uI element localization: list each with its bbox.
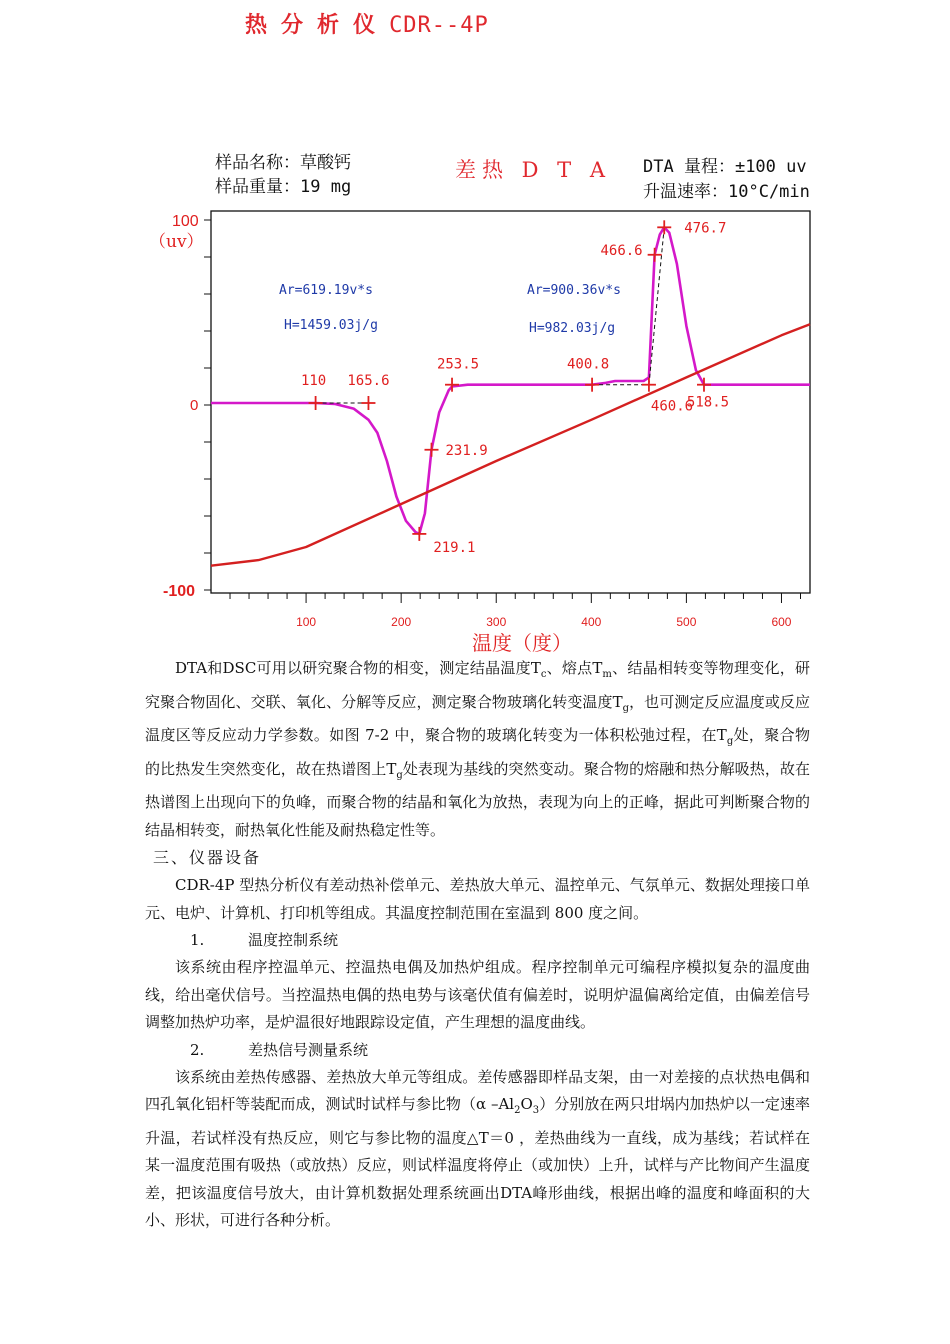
paragraph-temperature-control: 该系统由程序控温单元、控温热电偶及加热炉组成。程序控制单元可编程序模拟复杂的温度曲线，给出毫伏信号。当控温热电偶的热电势与该毫伏值有偏差时，说明炉温偏离给定值，由偏差信号调整加热炉功率，是炉温很好地跟踪设定值，产生理想的温度曲线。	[145, 958, 810, 1031]
dta-range: DTA 量程：±100 uv	[643, 157, 807, 177]
marker-label: 110	[300, 373, 327, 389]
marker-label: 466.6	[600, 242, 643, 259]
y-unit-label: （uv）	[149, 232, 204, 252]
chart-subtitle: 差热 D T A	[455, 158, 612, 182]
x-tick-label: 600	[771, 615, 792, 629]
paragraph-cdr4p: CDR-4P 型热分析仪有差动热补偿单元、差热放大单元、温控单元、气氛单元、数据处理接口单元、电炉、计算机、打印机等组成。其温度控制范围在室温到 800 度之间。	[145, 876, 810, 922]
marker-label: 400.8	[567, 356, 610, 373]
marker-466-6	[600, 243, 661, 262]
y-min-label: -100	[163, 583, 196, 600]
x-tick-labels	[296, 615, 792, 629]
reference-line	[211, 324, 810, 565]
x-tick-label: 100	[296, 615, 317, 629]
instrument-model: CDR--4P	[389, 13, 489, 38]
chart-title: 热分析仪CDR--4P	[245, 12, 489, 38]
annotation-area-1: Ar=619.19v*s	[279, 283, 373, 298]
marker-400-8	[567, 357, 609, 392]
dta-chart	[0, 0, 950, 670]
annotation-area-2: Ar=900.36v*s	[527, 283, 621, 298]
annotation-h-2: H=982.03j/g	[529, 321, 616, 336]
paragraph-dta-measurement: 该系统由差热传感器、差热放大单元等组成。差传感器即样品支架，由一对差接的点状热电偶和四孔氧化铝杆等装配而成，测试时试样与参比物（α $-Al_2O_3$）分别放在两只坩埚内加热炉以一定速率升温，若试样没有热反应，则它与参比物的温度△T＝0 ，差热曲线为一直线，成为基线；若试样在某一温度范围有吸热（或放热）反应，则试样温度将停止（或加快）上升，试样与产比物间产生温度差，把该温度信号放大，由计算机数据处理系统画出DTA峰形曲线，根据出峰的温度和峰面积的大小、形状，可进行各种分析。	[145, 1067, 810, 1229]
marker-460-6	[642, 378, 693, 415]
marker-label: 460.6	[650, 398, 694, 415]
marker-165-6	[347, 373, 389, 410]
x-tick-label: 200	[391, 615, 412, 629]
annotation-h-1: H=1459.03j/g	[284, 318, 378, 333]
paragraph-dta-dsc: DTA和DSC可用以研究聚合物的相变，测定结晶温度$T_c$、熔点$T_m$、结晶相转变等物理变化，研究聚合物固化、交联、氧化、分解等反应，测定聚合物玻璃化转变温度$T_g$，也可测定反应温度或反应温度区等反应动力学参数。如图 7-2 中，聚合物的玻璃化转变为一体积松弛过程，在$T_g$处，聚合物的比热发生突然变化，故在热谱图上$T_g$处表现为基线的突然变动。聚合物的熔融和热分解吸热，故在热谱图上出现向下的负峰，而聚合物的结晶和氧化为放热，表现为向上的正峰，据此可判断聚合物的结晶相转变，耐热氧化性能及耐热稳定性等。	[145, 659, 810, 839]
marker-label: 231.9	[445, 442, 488, 459]
x-tick-label: 300	[486, 615, 507, 629]
heating-rate: 升温速率：10°C/min	[643, 182, 810, 202]
marker-label: 476.7	[684, 220, 727, 237]
marker-518-5	[687, 378, 729, 411]
y-label-top: 100	[172, 213, 199, 230]
y-ticks	[204, 220, 211, 590]
subheading-temperature-control: 1. 温度控制系统	[190, 931, 339, 949]
sample-name: 样品名称：草酸钙	[215, 153, 351, 173]
y-zero-label: 0	[190, 397, 199, 414]
marker-label: 219.1	[433, 539, 476, 556]
marker-219-1	[412, 527, 475, 556]
marker-231-9	[424, 443, 487, 459]
marker-label: 165.6	[347, 373, 390, 389]
subheading-dta-measurement: 2. 差热信号测量系统	[190, 1040, 369, 1059]
x-tick-label: 400	[581, 615, 602, 629]
section-heading-instruments: 三、仪器设备	[153, 848, 262, 867]
sample-weight: 样品重量：19 mg	[215, 177, 352, 197]
marker-label: 518.5	[686, 394, 730, 411]
x-ticks	[230, 593, 800, 603]
marker-476-7	[657, 220, 726, 236]
x-tick-label: 500	[676, 615, 697, 629]
document-body	[145, 655, 810, 1235]
marker-label: 253.5	[436, 356, 480, 373]
x-axis-label: 温度（度）	[472, 631, 572, 655]
